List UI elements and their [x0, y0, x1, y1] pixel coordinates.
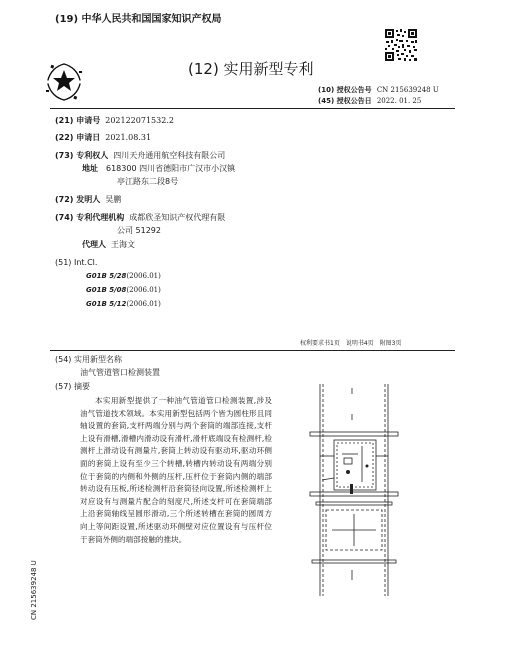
agent-value: 王海文 — [111, 240, 135, 249]
ipc-entry — [86, 286, 161, 295]
ipc-year: (2006.01) — [126, 300, 161, 308]
application-number-value: 202122071532.2 — [105, 116, 174, 125]
intcl-label: (51) Int.Cl. — [55, 258, 98, 267]
patentee-label: (73) 专利权人 — [55, 151, 109, 160]
agency-line1: 成都欣圣知识产权代理有限 — [129, 213, 226, 222]
device-drawing — [292, 384, 412, 600]
address-line1: 618300 四川省德阳市广汉市小汉镇 — [106, 164, 236, 173]
ipc-code: G01B 5/08 — [86, 286, 127, 294]
ipc-entry — [86, 300, 161, 309]
ipc-year: (2006.01) — [126, 286, 161, 294]
ipc-entry — [86, 272, 161, 281]
biblio-divider — [50, 350, 455, 351]
utility-title: 油气管道管口检测装置 — [80, 368, 160, 377]
grant-number-row — [318, 86, 439, 95]
agency-label: (74) 专利代理机构 — [55, 213, 125, 222]
ipc-code: G01B 5/28 — [86, 272, 127, 280]
filing-date-label: (22) 申请日 — [55, 133, 101, 142]
agent-label: 代理人 — [82, 240, 106, 249]
application-number-row — [55, 116, 174, 126]
utility-title-label: (54) 实用新型名称 — [55, 355, 122, 364]
header-divider — [50, 108, 455, 109]
inventor-value: 吴鹏 — [105, 195, 122, 204]
grant-date-label: (45) 授权公告日 — [318, 97, 372, 105]
address-line2: 亭江路东二段8号 — [117, 177, 179, 186]
address-label: 地址 — [82, 164, 98, 173]
cnipa-emblem-icon — [42, 60, 86, 108]
filing-date-row — [55, 133, 151, 143]
inventor-row — [55, 195, 121, 205]
pages-note: 权利要求书1页 说明书4页 附图3页 — [300, 340, 402, 347]
inventor-label: (72) 发明人 — [55, 195, 101, 204]
grant-date-row — [318, 97, 421, 106]
grant-number-label: (10) 授权公告号 — [318, 86, 372, 94]
ipc-code: G01B 5/12 — [86, 300, 127, 308]
filing-date-value: 2021.08.31 — [105, 133, 152, 142]
qr-code-icon — [384, 28, 418, 62]
application-number-label: (21) 申请号 — [55, 116, 101, 125]
grant-date-value: 2022. 01. 25 — [376, 97, 422, 105]
patentee-row — [55, 151, 225, 161]
authority-name: (19) 中华人民共和国国家知识产权局 — [55, 14, 222, 25]
address-row — [82, 164, 235, 174]
patentee-value: 四川天舟通用航空科技有限公司 — [113, 151, 226, 160]
agency-line2: 公司 51292 — [117, 226, 161, 235]
ipc-year: (2006.01) — [126, 272, 161, 280]
abstract-label: (57) 摘要 — [55, 382, 90, 391]
agent-row — [82, 240, 135, 250]
side-publication-code: CN 215639248 U — [30, 560, 38, 620]
abstract-text: 本实用新型提供了一种油气管道管口检测装置,涉及油气管道技术领域。本实用新型包括两个皆为圆柱形且同轴设置的套筒,支杆两端分别与两个套筒的端部连接,支杆上设有滑槽,滑槽内滑动设有滑杆,滑杆底端设有检测杆,检测杆上滑动设有测量片,套筒上转动设有驱动环,驱动环侧面的套筒上设有至少三个转槽,转槽内转动设有两端分别位于套筒的内侧和外侧的压杆,压杆位于套筒内侧的端部转动设有压板,所述检测杆沿套筒径向设置,所述检测杆上对应设有与测量片配合的刻度尺,所述支杆可在套筒端部上沿套筒轴线呈圆形滑动,三个所述转槽在套筒的圆周方向上等间距设置,所述驱动环侧壁对应位置设有与压杆位于套筒外侧的端部接触的推块。 — [80, 396, 272, 544]
agency-row — [55, 213, 225, 223]
grant-number-value: CN 215639248 U — [376, 86, 439, 94]
patent-type-title: (12) 实用新型专利 — [188, 60, 314, 78]
